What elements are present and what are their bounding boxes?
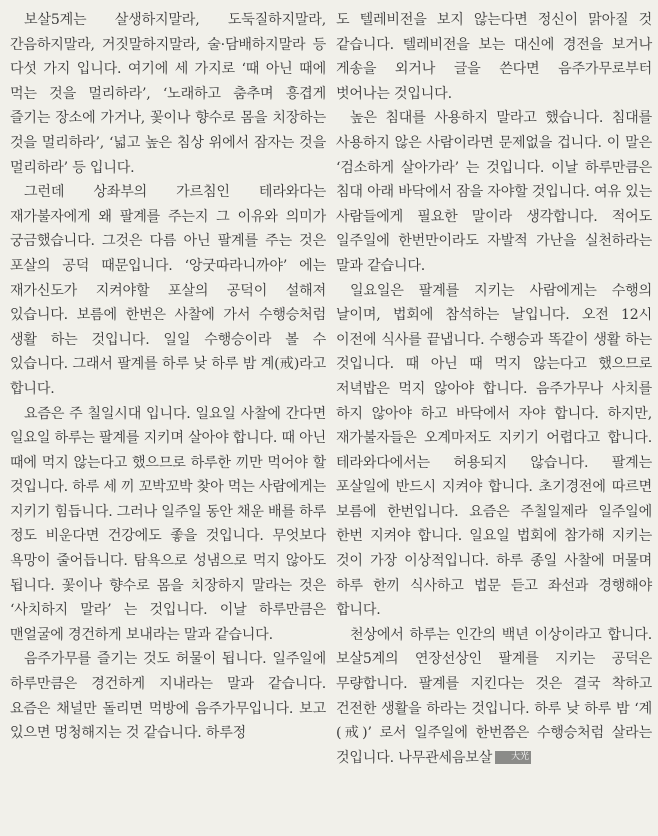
paragraph-text: 천상에서 하루는 인간의 백년 이상이라고 합니다. 보살5계의 연장선상인 팔계를 지키는 공덕은 무량합니다. 팔계를 지킨다는 것은 결국 착하고 건전한 생활을 하라는 것입니다. 하루 낮 하루 밤 ‘계(戒)’ 로서 일주일에 한번쯤은 수행승처럼 살라는 것입니다. — [336, 626, 652, 766]
right-column — [336, 8, 652, 836]
paragraph: 높은 침대를 사용하지 말라고 했습니다. 침대를 사용하지 않은 사람이라면 문제없을 겁니다. 이 말은 ‘검소하게 살아가라’ 는 것입니다. 이날 하루만큼은 침대 아래 바닥에서 잠을 자야할 것입니다. 여유 있는 사람들에게 필요한 말이라 생각합니다. 적어도 일주일에 한번만이라도 자발적 가난을 실천하라는 말과 같습니다. — [336, 110, 652, 274]
paragraph: 도 텔레비전을 보지 않는다면 정신이 맑아질 것 같습니다. 텔레비전을 보는 대신에 경전을 보거나 게송을 외거나 글을 쓴다면 음주가무로부터 벗어나는 것입니다. — [336, 12, 652, 102]
paragraph: 요즘은 주 칠일시대 입니다. 일요일 사찰에 간다면 일요일 하루는 팔계를 지키며 살아야 합니다. 때 아닌 때에 먹지 않는다고 했으므로 하루한 끼만 먹어야 할 것입니다. 하루 세 끼 꼬박꼬박 찾아 먹는 사람에게는 지키기 힘듭니다. 그러나 일주일 동안 채운 배를 하루 정도 비운다면 건강에도 좋을 것입니다. 무엇보다 욕망이 줄어듭니다. 탐욕으로 성냄으로 먹지 않아도 됩니다. 꽃이나 향수로 몸을 치장하지 말라는 것은 ‘사치하지 말라’ 는 것입니다. 이날 하루만큼은 맨얼굴에 경건하게 보내라는 말과 같습니다. — [10, 405, 326, 643]
paragraph: 그런데 상좌부의 가르침인 테라와다는 재가불자에게 왜 팔계를 주는지 그 이유와 의미가 궁금했습니다. 그것은 다름 아닌 팔계를 주는 것은 포살의 공덕 때문입니다. ‘앙굿따라니까야’ 에는 재가신도가 지켜야할 포살의 공덕이 설해져 있습니다. 보름에 한번은 사찰에 가서 수행승처럼 생활 하는 것입니다. 일일 수행승이라 볼 수 있습니다. 그래서 팔계를 하루 낮 하루 밤 계(戒)라고 합니다. — [10, 184, 326, 397]
closing-paragraph — [336, 623, 652, 771]
paragraph: 일요일은 팔계를 지키는 사람에게는 수행의 날이며, 법회에 참석하는 날입니다. 오전 12시 이전에 식사를 끝냅니다. 수행승과 똑같이 생활 하는 것입니다. 때 아닌 때 먹지 않는다고 했으므로 저녁밥은 먹지 않아야 합니다. 음주가무나 사치를 하지 않아야 하고 바닥에서 자야 합니다. 하지만, 재가불자들은 오계마저도 지키기 어렵다고 합니다. 테라와다에서는 허용되지 않습니다. 팔계는 포살일에 반드시 지켜야 합니다. 초기경전에 따르면 보름에 한번입니다. 요즘은 주칠일제라 일주일에 한번 지켜야 합니다. 일요일 법회에 참가해 지키는 것이 가장 이상적입니다. 하루 종일 사찰에 머물며 하루 한끼 식사하고 법문 듣고 좌선과 경행해야 합니다. — [336, 282, 652, 619]
paragraph: 보살5계는 살생하지말라, 도둑질하지말라, 간음하지말라, 거짓말하지말라, 술·담배하지말라 등 다섯 가지 입니다. 여기에 세 가지로 ‘때 아닌 때에 먹는 것을 멀리하라’, ‘노래하고 춤추며 흥겹게 즐기는 장소에 가거나, 꽃이나 향수로 몸을 치장하는 것을 멀리하라’, ‘넓고 높은 침상 위에서 잠자는 것을 멀리하라’ 등 입니다. — [10, 12, 326, 176]
paragraph: 음주가무를 즐기는 것도 허물이 됩니다. 일주일에 하루만큼은 경건하게 지내라는 말과 같습니다. 요즘은 채널만 돌리면 먹방에 음주가무입니다. 보고 있으면 멍청해지는 것 같습니다. 하루정 — [10, 651, 326, 742]
left-column — [10, 8, 326, 836]
seal-mark: 大光 — [495, 751, 531, 764]
signature: 나무관세음보살 — [398, 749, 493, 766]
